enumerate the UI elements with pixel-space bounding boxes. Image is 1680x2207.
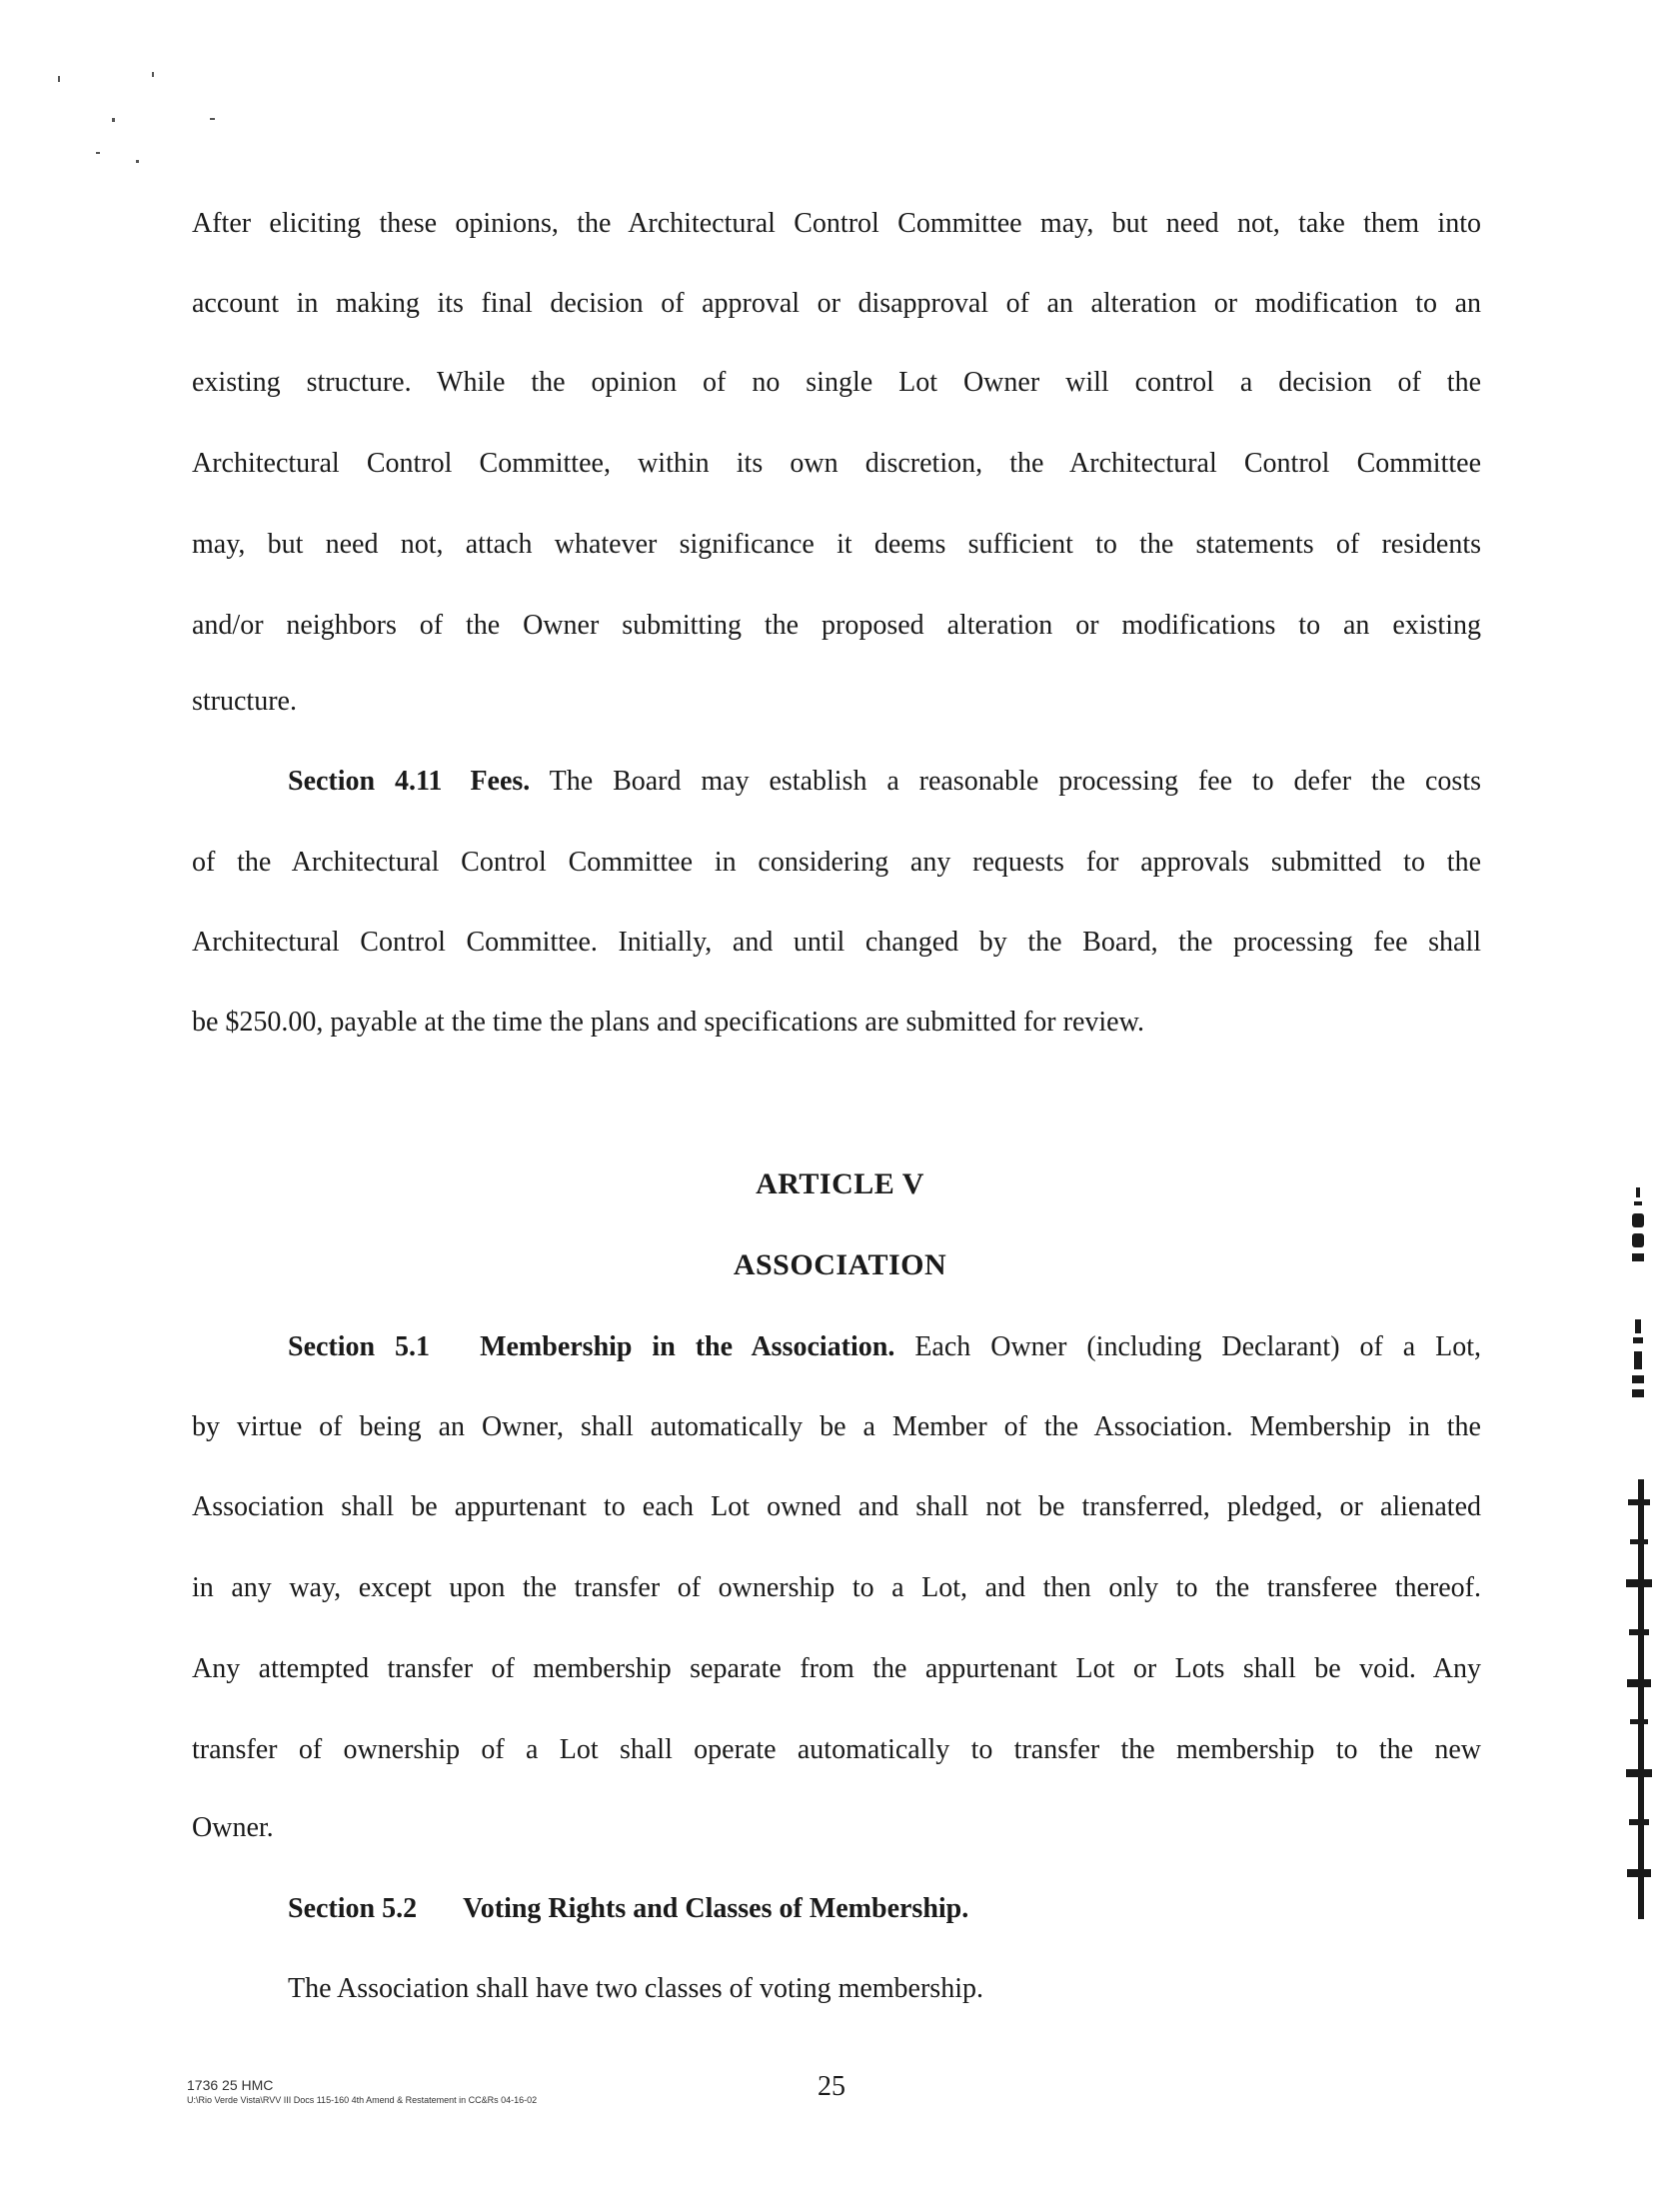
section-number: Section 5.1 [288,1331,431,1362]
text-line: of the Architectural Control Committee in considering any requests for approvals submitted to the [192,847,1481,878]
text-line: and/or neighbors of the Owner submitting the proposed alteration or modifications to an existing [192,610,1481,641]
text-line: transfer of ownership of a Lot shall operate automatically to transfer the membership to the new [192,1734,1481,1765]
text-line: be $250.00, payable at the time the plans and specifications are submitted for review. [192,1007,1144,1038]
scan-speck [96,152,100,154]
section-5-2-heading [192,1892,1481,1926]
article-title: ASSOCIATION [733,1248,947,1281]
section-4-11-first-line [192,765,1481,799]
text-line: may, but need not, attach whatever significance it deems sufficient to the statements of residents [192,529,1481,560]
text-line: Owner. [192,1812,274,1843]
article-number: ARTICLE V [756,1167,924,1200]
section-title: Fees. [470,766,531,797]
text-line: existing structure. While the opinion of no single Lot Owner will control a decision of the [192,367,1481,398]
text-line: Architectural Control Committee, within its own discretion, the Architectural Control Committee [192,448,1481,479]
section-number: Section 4.11 [288,766,443,797]
text-line: Architectural Control Committee. Initially, and until changed by the Board, the processing fee shall [192,927,1481,958]
text-line: Any attempted transfer of membership separate from the appurtenant Lot or Lots shall be void. Any [192,1653,1481,1684]
section-number: Section 5.2 [288,1893,418,1924]
scan-speck [152,72,154,77]
text-line: by virtue of being an Owner, shall automatically be a Member of the Association. Membership in the [192,1411,1481,1442]
section-title: Voting Rights and Classes of Membership. [463,1893,969,1924]
text-line: structure. [192,686,297,717]
section-text: The Board may establish a reasonable processing fee to defer the costs [549,766,1481,797]
section-5-2-body: The Association shall have two classes of voting membership. [288,1973,983,2004]
recording-stamp-marks [1614,1179,1664,1919]
text-line: Association shall be appurtenant to each Lot owned and shall not be transferred, pledged, or alienated [192,1491,1481,1522]
section-title: Membership in the Association. [480,1331,895,1362]
section-5-1-first-line [192,1330,1481,1364]
scan-speck [112,118,115,122]
footer-doc-id: 1736 25 HMC [187,2077,274,2093]
footer-file-path: U:\Rio Verde Vista\RVV III Docs 115-160 4th Amend & Restatement in CC&Rs 04-16-02 [187,2095,538,2105]
scan-speck [58,76,60,82]
footer-doc-info [187,2077,537,2106]
scan-speck [136,160,139,163]
text-line: After eliciting these opinions, the Architectural Control Committee may, but need not, take them into [192,208,1481,239]
scan-speck [210,118,215,120]
text-line: account in making its final decision of approval or disapproval of an alteration or modification to an [192,288,1481,319]
text-line: in any way, except upon the transfer of ownership to a Lot, and then only to the transferee thereof. [192,1572,1481,1603]
page-number: 25 [818,2071,845,2102]
section-text: Each Owner (including Declarant) of a Lot, [914,1331,1482,1362]
